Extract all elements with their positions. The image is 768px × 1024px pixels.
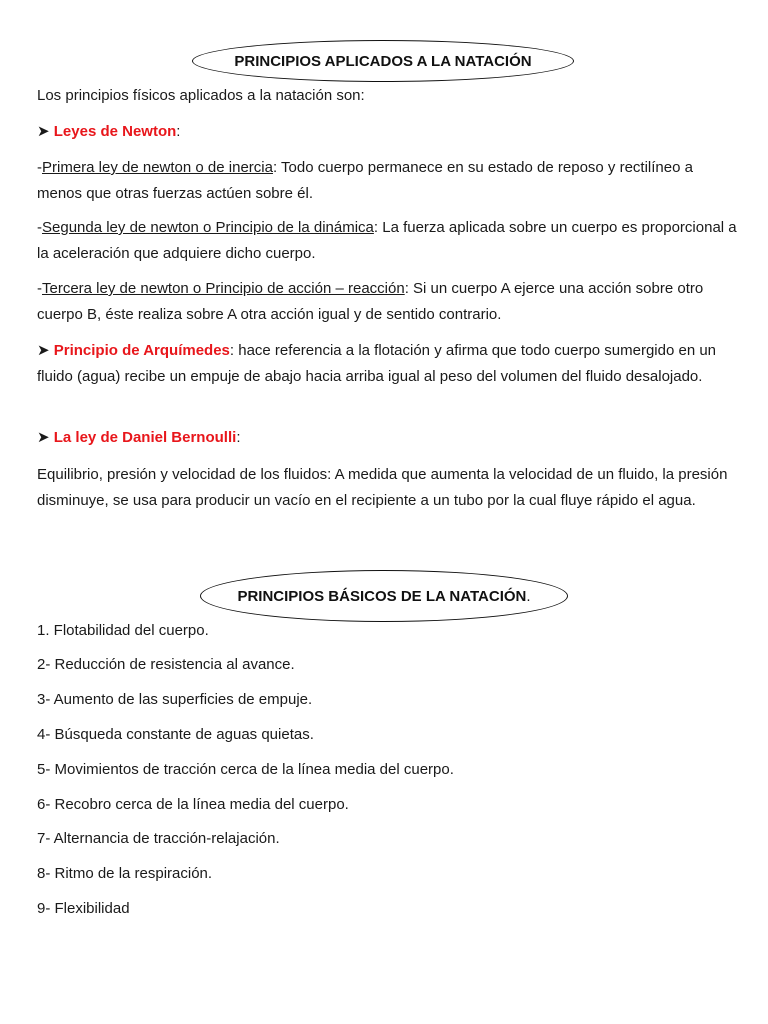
law-prefix: - bbox=[37, 219, 42, 236]
list-item: 2- Reducción de resistencia al avance. bbox=[37, 656, 295, 673]
archimedes-paragraph bbox=[37, 338, 737, 389]
law-prefix: - bbox=[37, 159, 42, 176]
archimedes-text: : hace referencia a la flotación y afirma que todo cuerpo sumergido en un fluido (agua) recibe un empuje de abajo hacia arriba igual al peso del volumen del fluido desalojado. bbox=[37, 342, 717, 385]
section1-intro: Los principios físicos aplicados a la natación son: bbox=[37, 87, 365, 104]
newton-heading-label: Leyes de Newton bbox=[53, 123, 177, 140]
bernoulli-heading-label: La ley de Daniel Bernoulli bbox=[53, 429, 237, 446]
list-item: 6- Recobro cerca de la línea media del cuerpo. bbox=[37, 796, 349, 813]
law-prefix: - bbox=[37, 280, 42, 297]
arrow-bullet-icon: ➤ bbox=[37, 429, 50, 446]
newton-law-2 bbox=[37, 215, 737, 266]
bernoulli-text: Equilibrio, presión y velocidad de los fluidos: A medida que aumenta la velocidad de un fluido, la presión disminuye, se usa para producir un vacío en el recipiente a un tubo por la cual fluye rápido el agua. bbox=[37, 466, 728, 509]
law-text: : Si un cuerpo A ejerce una acción sobre otro cuerpo B, éste realiza sobre A otra acción igual y de sentido contrario. bbox=[37, 280, 704, 323]
arrow-bullet-icon: ➤ bbox=[37, 123, 50, 140]
list-item: 5- Movimientos de tracción cerca de la línea media del cuerpo. bbox=[37, 761, 454, 778]
list-item: 8- Ritmo de la respiración. bbox=[37, 865, 213, 882]
bernoulli-heading-colon: : bbox=[236, 429, 241, 446]
archimedes-heading: Principio de Arquímedes bbox=[53, 342, 230, 359]
section2-title-period: . bbox=[526, 587, 531, 605]
list-item: 4- Búsqueda constante de aguas quietas. bbox=[37, 726, 314, 743]
law-text: : La fuerza aplicada sobre un cuerpo es proporcional a la aceleración que adquiere dicho cuerpo. bbox=[37, 219, 737, 262]
list-item: 7- Alternancia de tracción-relajación. bbox=[37, 830, 280, 847]
law-text: : Todo cuerpo permanece en su estado de reposo y rectilíneo a menos que otras fuerzas actúen sobre él. bbox=[37, 159, 693, 202]
arrow-bullet-icon: ➤ bbox=[37, 342, 50, 359]
bernoulli-heading bbox=[37, 425, 737, 451]
section2-title: PRINCIPIOS BÁSICOS DE LA NATACIÓN bbox=[237, 587, 527, 605]
list-item: 9- Flexibilidad bbox=[37, 900, 130, 917]
law-name: Tercera ley de newton o Principio de acción – reacción bbox=[42, 280, 405, 297]
newton-law-3 bbox=[37, 276, 737, 327]
newton-heading bbox=[37, 119, 737, 145]
law-name: Primera ley de newton o de inercia bbox=[42, 159, 273, 176]
section1-title: PRINCIPIOS APLICADOS A LA NATACIÓN bbox=[234, 52, 532, 70]
list-item: 1. Flotabilidad del cuerpo. bbox=[37, 622, 209, 639]
list-item: 3- Aumento de las superficies de empuje. bbox=[37, 691, 313, 708]
section1-title-oval bbox=[192, 40, 574, 82]
newton-law-1 bbox=[37, 155, 737, 206]
newton-heading-colon: : bbox=[176, 123, 181, 140]
section2-title-oval bbox=[200, 570, 568, 622]
law-name: Segunda ley de newton o Principio de la dinámica bbox=[42, 219, 374, 236]
